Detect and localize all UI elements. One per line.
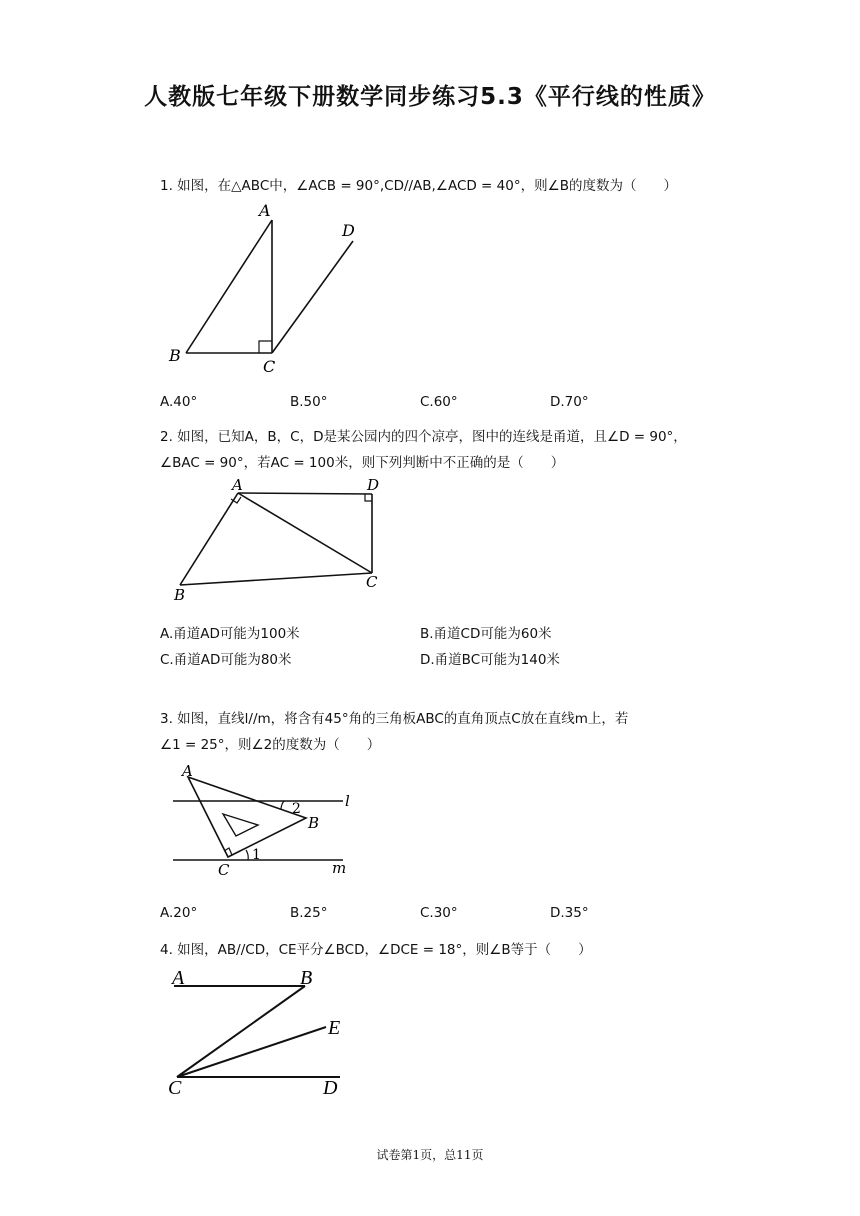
q3-option-a[interactable]: A.20° <box>160 905 198 921</box>
q3-label-c: C <box>218 861 230 879</box>
q1-option-a[interactable]: A.40° <box>160 394 198 410</box>
question-2-figure <box>160 474 400 609</box>
question-4-stem: 4. 如图，AB//CD，CE平分∠BCD，∠DCE = 18°，则∠B等于（ ） <box>160 942 592 958</box>
q1-option-b[interactable]: B.50° <box>290 394 328 410</box>
q4-label-a: A <box>172 967 185 989</box>
q2-label-d: D <box>367 476 380 494</box>
question-4-figure <box>160 962 380 1107</box>
q2-label-c: C <box>366 573 378 591</box>
q2-option-c[interactable]: C.甬道AD可能为80米 <box>160 652 292 668</box>
q3-label-a: A <box>182 762 193 780</box>
page-title: 人教版七年级下册数学同步练习5.3《平行线的性质》 <box>144 84 716 110</box>
question-2-stem-line-1: 2. 如图，已知A，B，C，D是某公园内的四个凉亭，图中的连线是甬道，且∠D = 90°， <box>160 429 687 445</box>
q2-option-d[interactable]: D.甬道BC可能为140米 <box>420 652 560 668</box>
q4-label-c: C <box>168 1077 182 1099</box>
q3-option-c[interactable]: C.30° <box>420 905 458 921</box>
q3-option-b[interactable]: B.25° <box>290 905 328 921</box>
question-2-stem-line-2: ∠BAC = 90°，若AC = 100米，则下列判断中不正确的是（ ） <box>160 455 565 471</box>
q4-label-d: D <box>323 1077 338 1099</box>
q3-angle-2-label: 2 <box>292 801 301 817</box>
q2-label-b: B <box>174 586 186 604</box>
question-1-stem: 1. 如图，在△ABC中，∠ACB = 90°,CD//AB,∠ACD = 40°，则∠B的度数为（ ） <box>160 178 677 194</box>
question-1-figure <box>160 198 380 378</box>
q1-option-d[interactable]: D.70° <box>550 394 589 410</box>
q2-label-a: A <box>232 476 243 494</box>
question-3-stem-line-2: ∠1 = 25°，则∠2的度数为（ ） <box>160 737 381 753</box>
q3-label-m: m <box>332 859 347 877</box>
q1-label-c: C <box>263 357 276 376</box>
q4-label-e: E <box>328 1017 341 1039</box>
q2-option-a[interactable]: A.甬道AD可能为100米 <box>160 626 300 642</box>
q3-angle-1-label: 1 <box>252 847 261 863</box>
q2-option-b[interactable]: B.甬道CD可能为60米 <box>420 626 552 642</box>
q1-label-d: D <box>342 221 355 240</box>
question-3-figure <box>160 760 380 885</box>
q3-option-d[interactable]: D.35° <box>550 905 589 921</box>
q1-label-a: A <box>259 201 271 220</box>
question-3-stem-line-1: 3. 如图，直线l//m，将含有45°角的三角板ABC的直角顶点C放在直线m上，若 <box>160 711 629 727</box>
page-footer: 试卷第1页，总11页 <box>376 1148 484 1162</box>
q3-label-b: B <box>308 814 320 832</box>
q3-label-l: l <box>345 792 350 810</box>
q1-option-c[interactable]: C.60° <box>420 394 458 410</box>
q1-label-b: B <box>169 346 181 365</box>
q4-label-b: B <box>300 967 313 989</box>
